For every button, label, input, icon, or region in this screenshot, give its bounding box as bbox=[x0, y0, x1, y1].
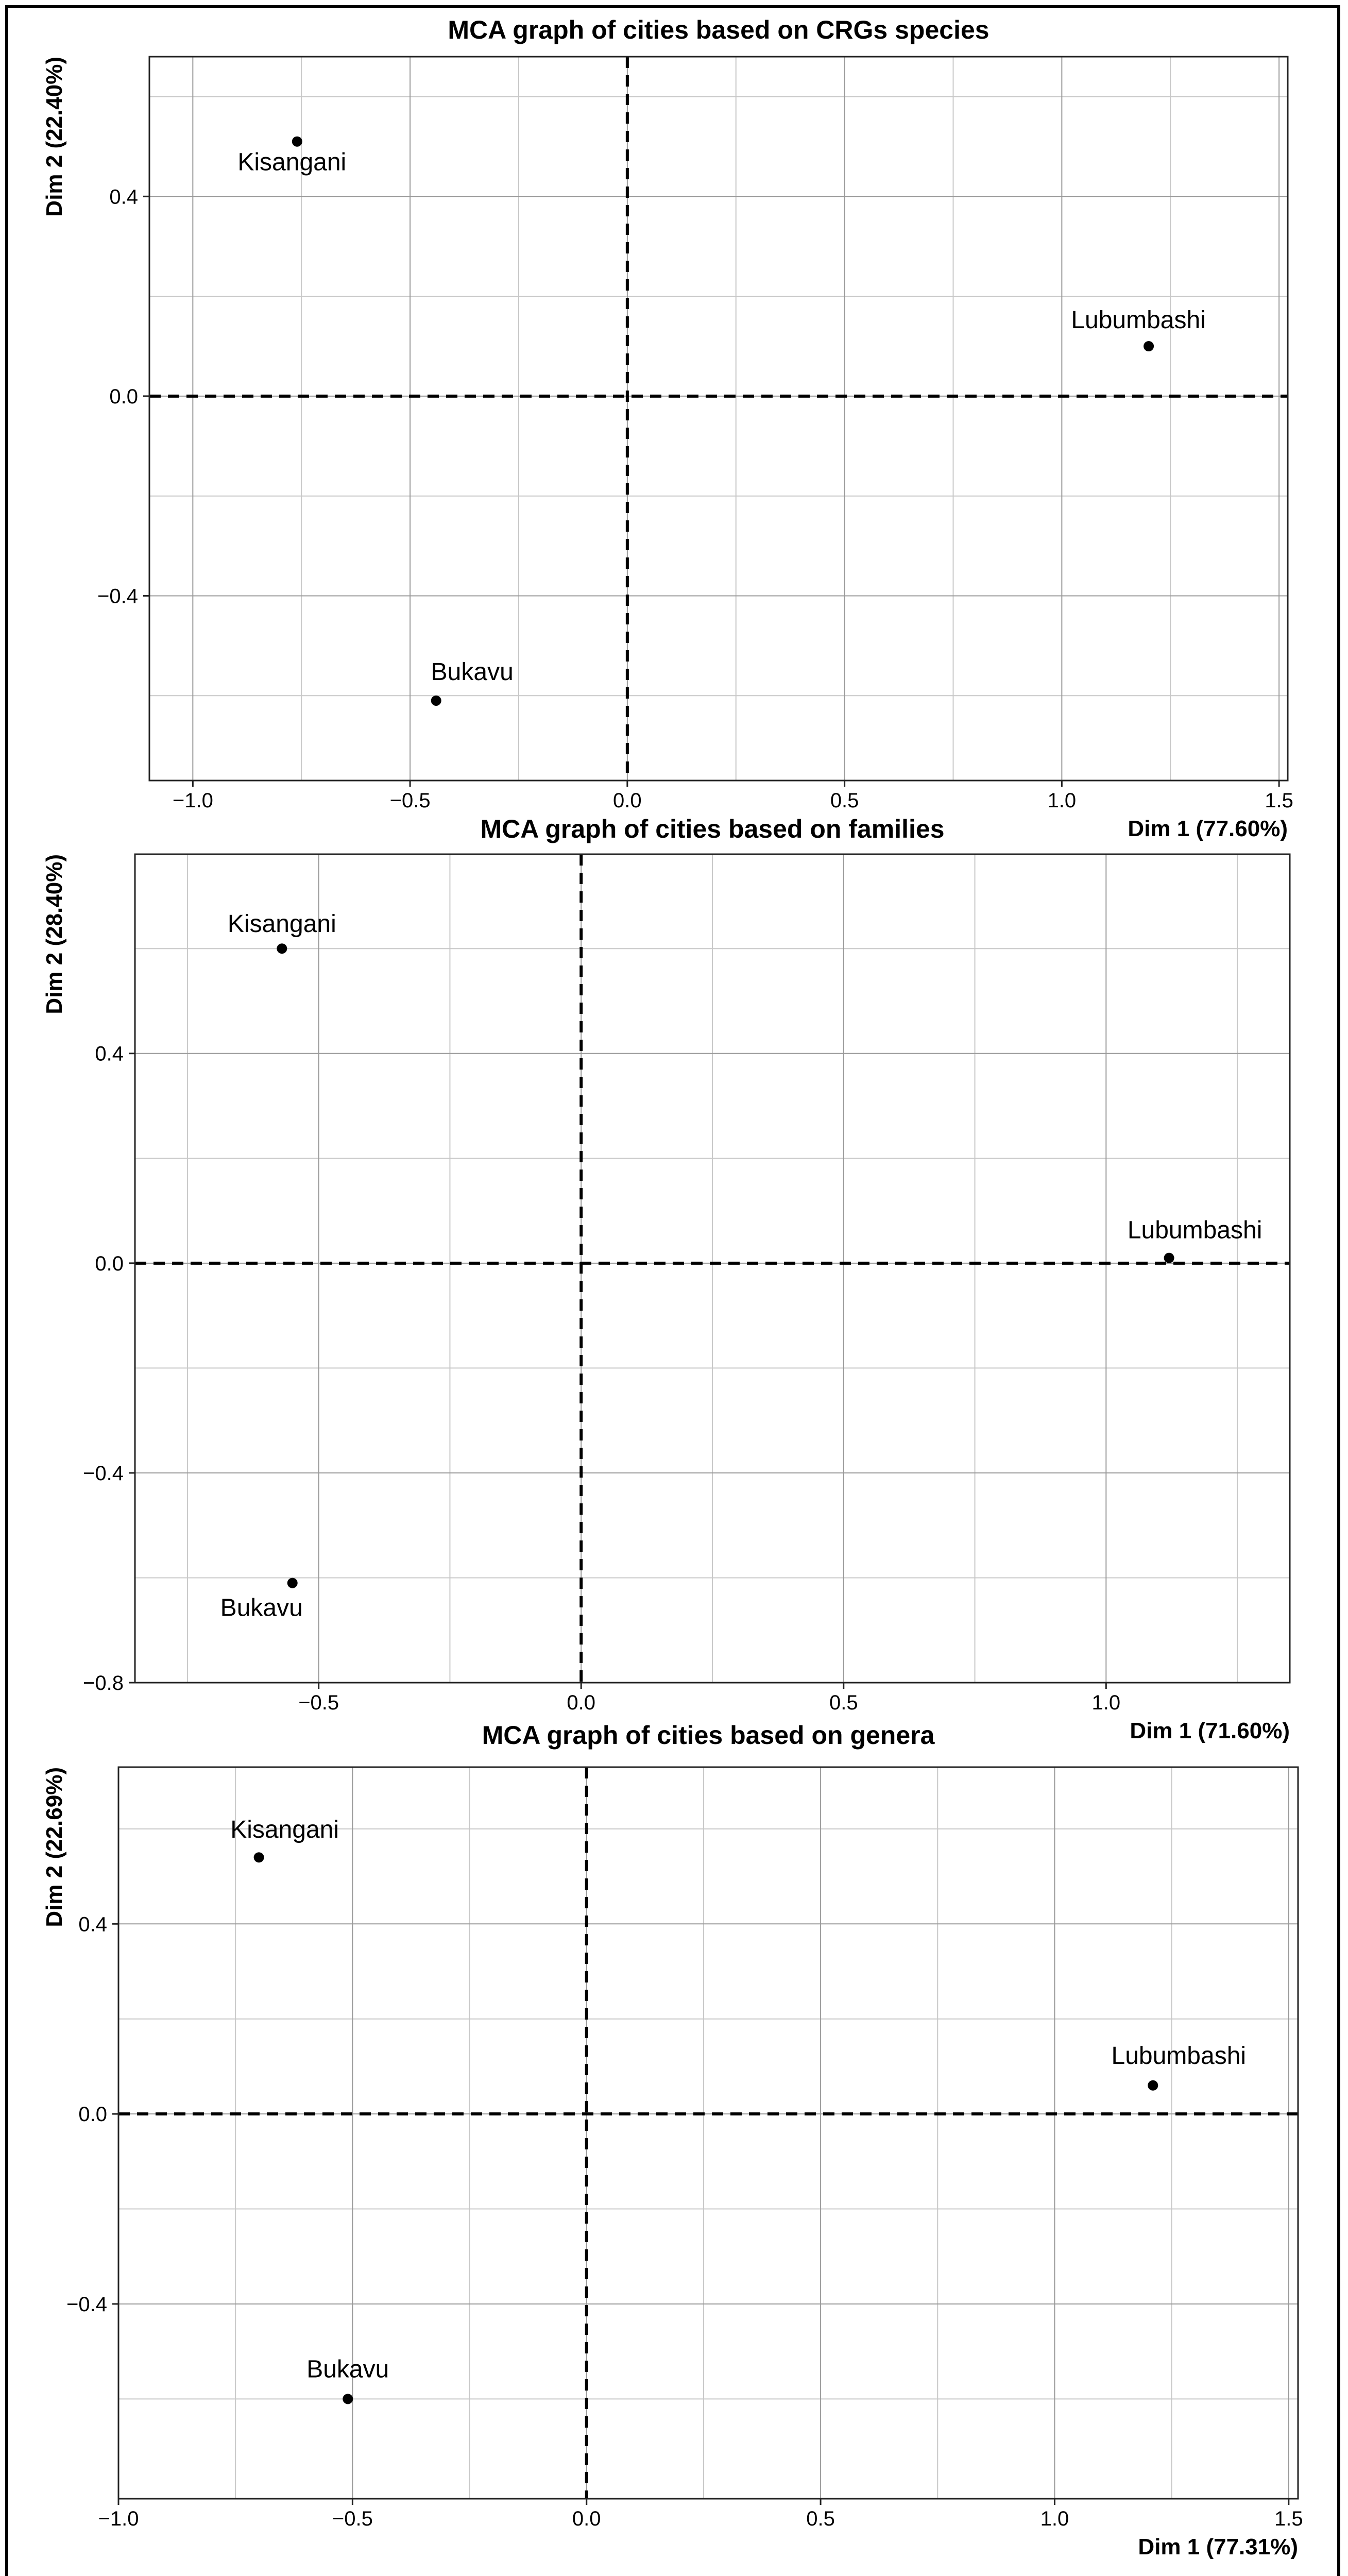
data-point-lubumbashi bbox=[1148, 2080, 1158, 2091]
x-axis-label: Dim 1 (77.60%) bbox=[1128, 816, 1288, 841]
y-tick-label: −0.4 bbox=[66, 2293, 107, 2316]
point-label-bukavu: Bukavu bbox=[220, 1594, 303, 1622]
data-point-kisangani bbox=[277, 943, 287, 954]
x-tick-label: 0.5 bbox=[829, 1691, 858, 1714]
x-tick-label: −0.5 bbox=[298, 1691, 339, 1714]
chart-title: MCA graph of cities based on families bbox=[480, 815, 945, 843]
y-tick-label: 0.4 bbox=[95, 1042, 124, 1065]
data-point-kisangani bbox=[292, 137, 302, 147]
y-tick-label: −0.4 bbox=[97, 585, 138, 608]
x-axis-label: Dim 1 (71.60%) bbox=[1130, 1718, 1290, 1743]
chart-panel-3 bbox=[42, 1721, 1303, 2560]
chart-title: MCA graph of cities based on genera bbox=[482, 1721, 935, 1750]
x-tick-label: 0.5 bbox=[806, 2507, 835, 2530]
y-tick-label: 0.0 bbox=[95, 1252, 124, 1275]
y-axis-label: Dim 2 (22.69%) bbox=[42, 1767, 67, 1927]
point-label-bukavu: Bukavu bbox=[306, 2355, 389, 2383]
x-tick-label: −0.5 bbox=[332, 2507, 373, 2530]
point-label-lubumbashi: Lubumbashi bbox=[1127, 1216, 1262, 1244]
x-tick-label: 0.0 bbox=[613, 789, 642, 812]
x-tick-label: 1.0 bbox=[1040, 2507, 1069, 2530]
y-tick-label: −0.8 bbox=[83, 1672, 124, 1694]
data-point-lubumbashi bbox=[1144, 341, 1154, 351]
x-tick-label: −1.0 bbox=[98, 2507, 139, 2530]
y-axis-label: Dim 2 (28.40%) bbox=[42, 854, 67, 1014]
x-tick-label: 1.5 bbox=[1265, 789, 1293, 812]
plot-area-frame bbox=[118, 1767, 1298, 2499]
data-point-lubumbashi bbox=[1164, 1253, 1174, 1263]
x-tick-label: 0.5 bbox=[830, 789, 859, 812]
point-label-kisangani: Kisangani bbox=[227, 910, 336, 938]
y-axis-label: Dim 2 (22.40%) bbox=[42, 57, 67, 217]
chart-panel-1 bbox=[42, 15, 1293, 841]
y-tick-label: 0.0 bbox=[78, 2103, 107, 2126]
point-label-kisangani: Kisangani bbox=[237, 148, 347, 176]
x-tick-label: 1.5 bbox=[1274, 2507, 1303, 2530]
point-label-bukavu: Bukavu bbox=[431, 658, 514, 686]
data-point-bukavu bbox=[343, 2394, 353, 2404]
chart-title: MCA graph of cities based on CRGs species bbox=[448, 15, 989, 44]
data-point-kisangani bbox=[254, 1852, 264, 1862]
y-tick-label: 0.4 bbox=[78, 1913, 107, 1936]
y-tick-label: 0.0 bbox=[109, 385, 138, 408]
data-point-bukavu bbox=[431, 696, 441, 706]
y-tick-label: −0.4 bbox=[83, 1462, 124, 1485]
point-label-lubumbashi: Lubumbashi bbox=[1071, 307, 1206, 334]
chart-panel-2 bbox=[42, 815, 1290, 1743]
y-tick-label: 0.4 bbox=[109, 185, 138, 209]
point-label-lubumbashi: Lubumbashi bbox=[1111, 2042, 1247, 2070]
x-tick-label: 1.0 bbox=[1091, 1691, 1121, 1714]
x-tick-label: 1.0 bbox=[1047, 789, 1077, 812]
point-label-kisangani: Kisangani bbox=[230, 1816, 339, 1844]
x-tick-label: −1.0 bbox=[172, 789, 213, 812]
x-tick-label: −0.5 bbox=[389, 789, 431, 812]
data-point-bukavu bbox=[287, 1578, 298, 1588]
x-axis-label: Dim 1 (77.31%) bbox=[1138, 2534, 1298, 2560]
x-tick-label: 0.0 bbox=[567, 1691, 596, 1714]
x-tick-label: 0.0 bbox=[572, 2507, 601, 2530]
